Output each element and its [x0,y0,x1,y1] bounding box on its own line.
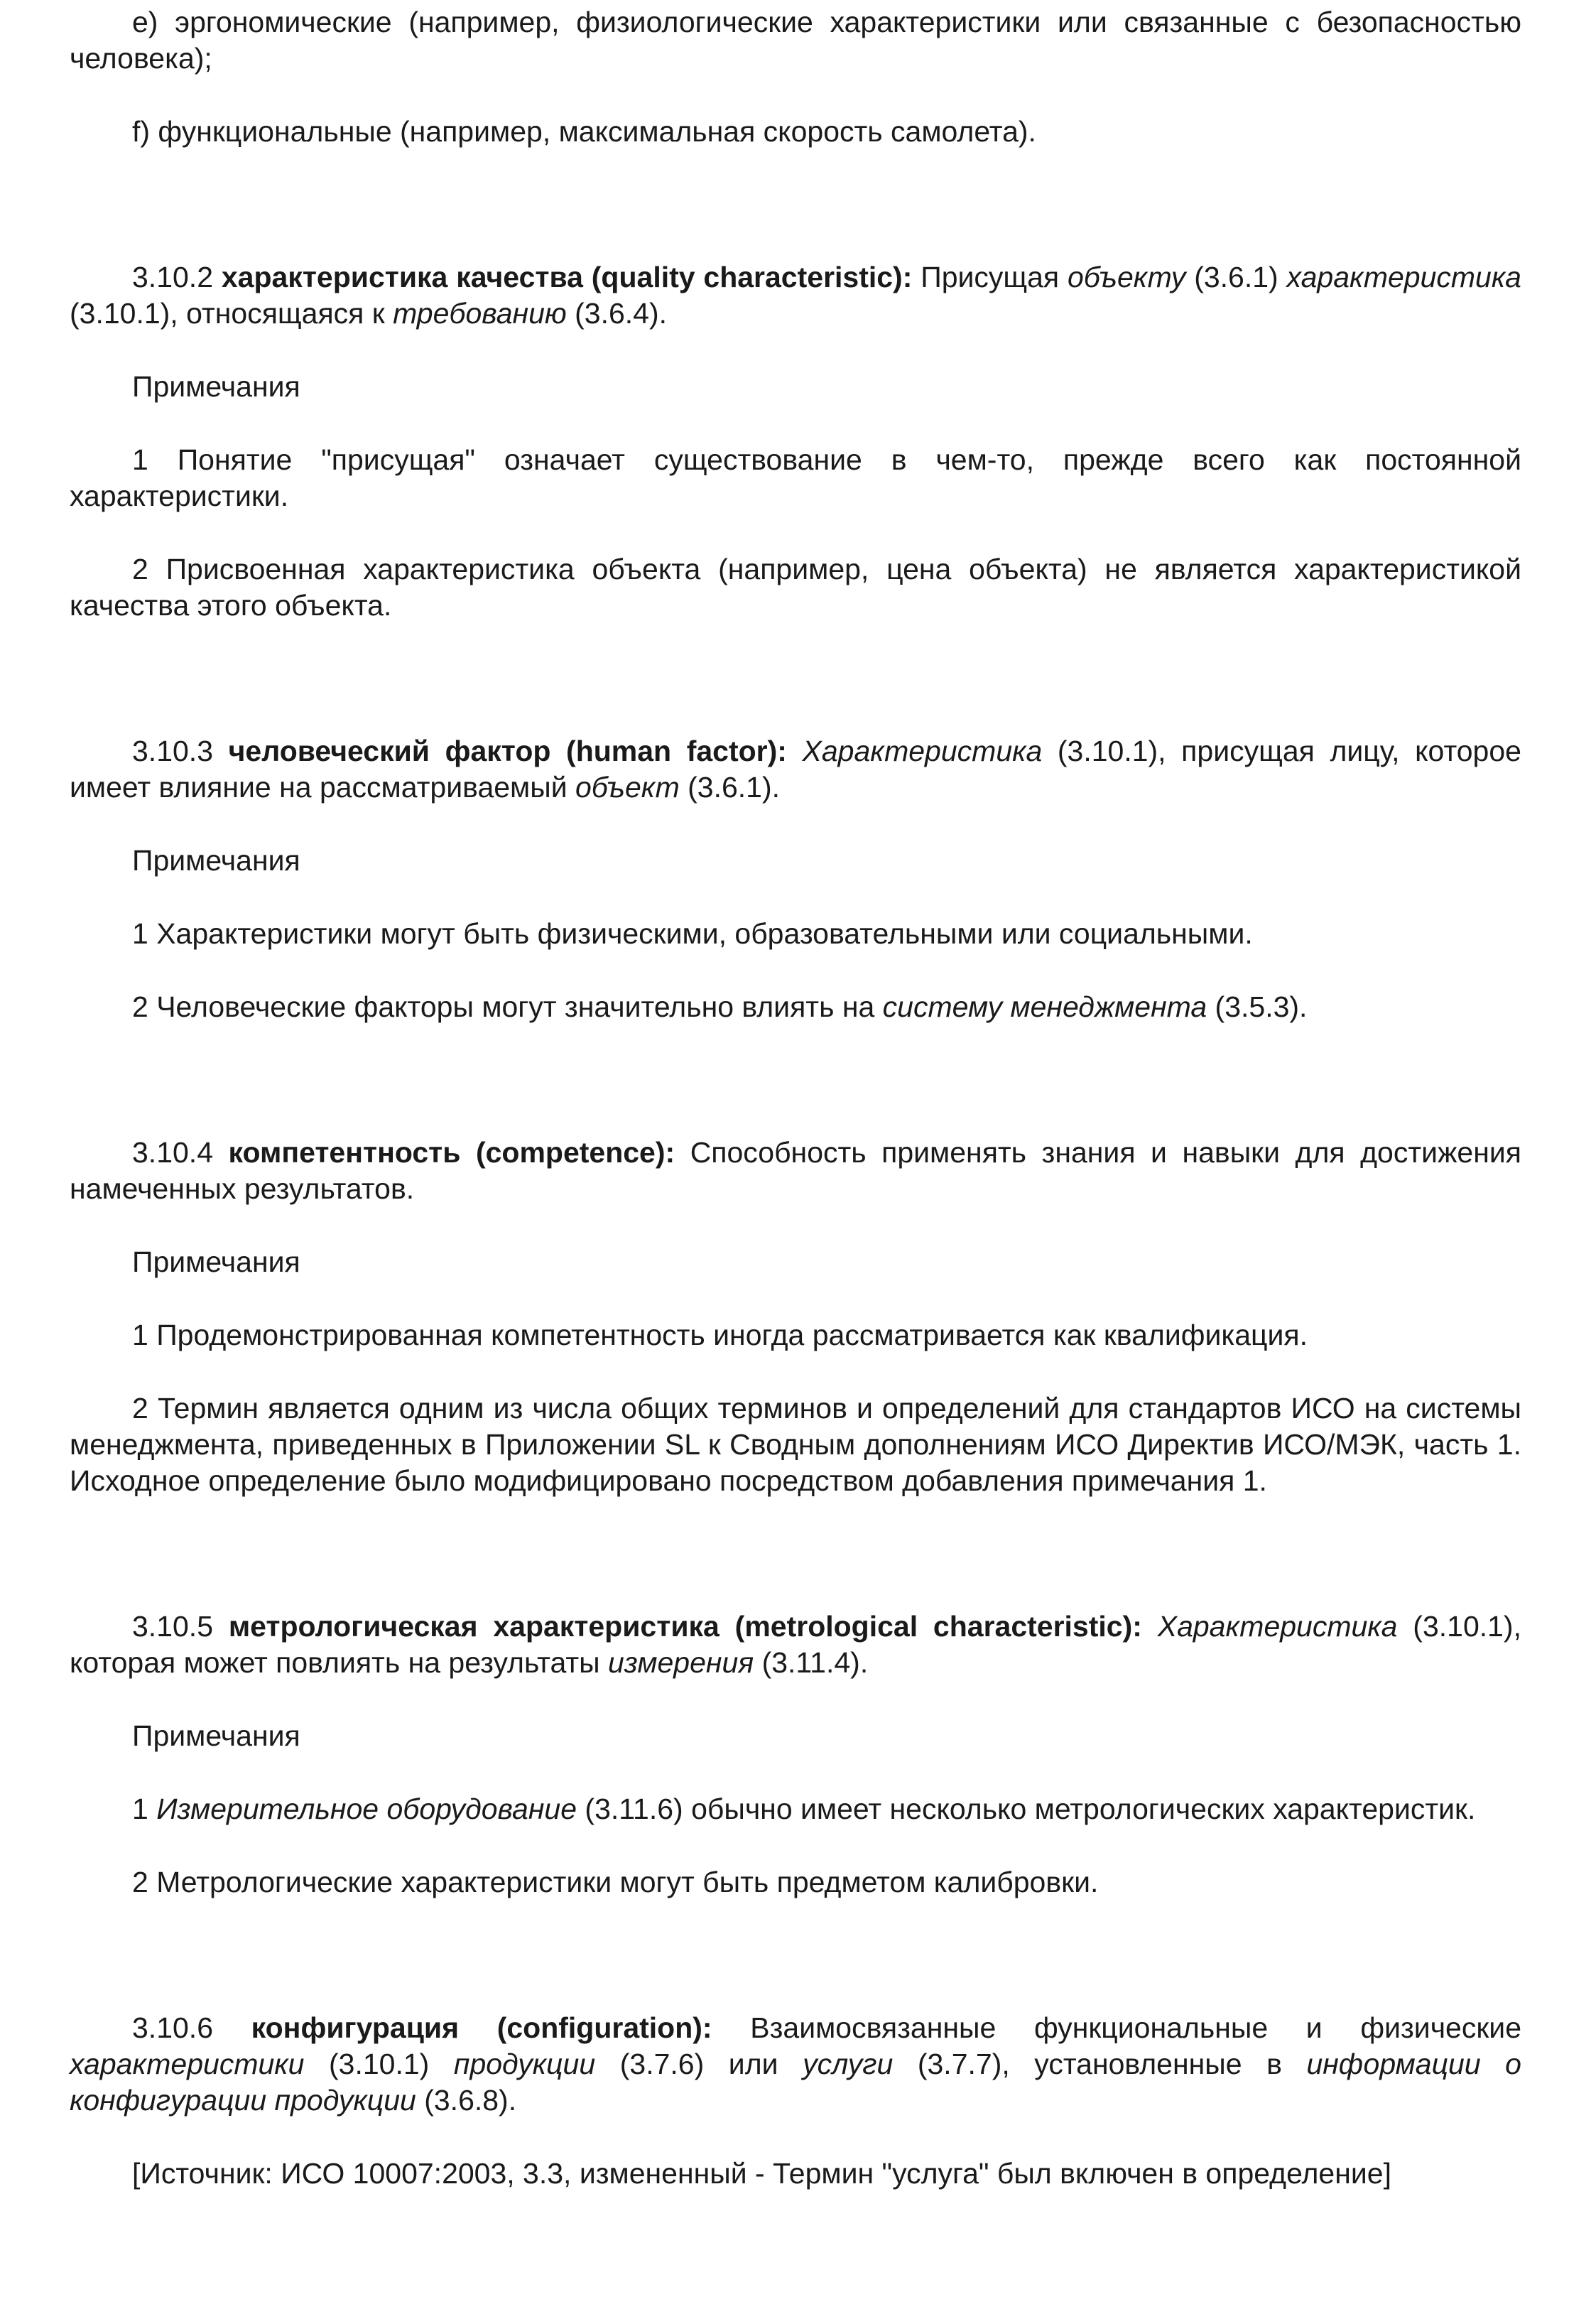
term-entry [70,1135,1521,1499]
definition-text: Присущая [912,261,1068,293]
definition-text: (3.10.1), присущая лицу, которое имеет влияние на рассматриваемый [70,735,1521,804]
term-definition [70,1609,1521,1681]
term-reference: Характеристика [802,735,1043,767]
source-note: [Источник: ИСО 10007:2003, 3.3, измененный - Термин "услуга" был включен в определение] [132,2157,1391,2190]
definition-text: Взаимосвязанные функциональные и физические [712,2011,1521,2044]
term-number: 3.10.2 [132,261,222,293]
list-item-e: e) эргономические (например, физиологические характеристики или связанные с безопасностью человека); [70,6,1521,75]
note-item [70,1864,1521,1901]
term-entry [70,733,1521,1025]
note-item [70,551,1521,624]
term-reference: информации о конфигурации продукции [70,2048,1521,2117]
term-entry [70,259,1521,624]
term-reference: услуги [803,2048,894,2080]
note-text: 2 Термин является одним из числа общих терминов и определений для стандартов ИСО на системы менеджмента, приведенных в Приложении SL к Сводным дополнениям ИСО Директив ИСО/МЭК, часть 1. Исходное определение было модифицировано посредством добавления примечания 1. [70,1392,1521,1497]
note-text: 1 Понятие "присущая" означает существование в чем-то, прежде всего как постоянной характеристики. [70,443,1521,512]
terms-section [70,259,1521,2192]
notes-heading: Примечания [132,1245,300,1278]
term-reference: требованию [393,297,567,330]
definition-text: Способность применять знания и навыки для достижения намеченных результатов. [70,1136,1521,1205]
term-reference: характеристика [1286,261,1521,293]
list-item-f: f) функциональные (например, максимальная скорость самолета). [132,115,1036,148]
note-text: 1 [132,1793,157,1825]
term-title: человеческий фактор (human factor): [228,735,787,767]
term-number: 3.10.6 [132,2011,251,2044]
notes-heading: Примечания [132,370,300,403]
definition-text: (3.11.4). [754,1646,869,1679]
note-item [70,916,1521,952]
note-text: 2 Присвоенная характеристика объекта (например, цена объекта) не является характеристикой качества этого объекта. [70,553,1521,622]
note-text: 2 Человеческие факторы могут значительно влиять на [132,990,883,1023]
term-title: метрологическая характеристика (metrological characteristic): [228,1610,1142,1643]
definition-text: (3.7.7), установленные в [893,2048,1307,2080]
term-number: 3.10.5 [132,1610,229,1643]
notes-heading: Примечания [132,844,300,877]
term-number: 3.10.3 [132,735,229,767]
term-definition [70,733,1521,806]
term-definition [70,2010,1521,2119]
note-item [70,442,1521,514]
definition-text [787,735,803,767]
definition-text: (3.7.6) или [595,2048,803,2080]
term-entry [70,1609,1521,1901]
note-text: 2 Метрологические характеристики могут быть предметом калибровки. [132,1866,1099,1898]
notes-heading: Примечания [132,1719,300,1752]
term-reference: измерения [608,1646,754,1679]
definition-text: (3.10.1), относящаяся к [70,297,393,330]
definition-text [1142,1610,1158,1643]
term-reference: объект [575,771,680,804]
definition-text: (3.10.1), которая может повлиять на результаты [70,1610,1521,1679]
note-item [70,1390,1521,1499]
definition-text: (3.6.1) [1185,261,1287,293]
term-title: компетентность (competence): [228,1136,675,1169]
term-title: характеристика качества (quality characteristic): [221,261,913,293]
note-item [70,1791,1521,1827]
term-reference: характеристики [70,2048,305,2080]
term-reference: Измерительное оборудование [156,1793,577,1825]
term-definition [70,1135,1521,1207]
definition-text: (3.6.8). [416,2084,517,2117]
note-text: 1 Продемонстрированная компетентность иногда рассматривается как квалификация. [132,1319,1308,1351]
note-text: (3.5.3). [1207,990,1308,1023]
term-reference: объекту [1068,261,1186,293]
note-item [70,989,1521,1025]
term-entry [70,2010,1521,2192]
note-item [70,1317,1521,1353]
term-definition [70,259,1521,332]
note-text: 1 Характеристики могут быть физическими, образовательными или социальными. [132,917,1253,950]
term-reference: систему менеджмента [882,990,1207,1023]
definition-text: (3.10.1) [304,2048,454,2080]
term-title: конфигурация (configuration): [251,2011,712,2044]
term-number: 3.10.4 [132,1136,229,1169]
term-reference: Характеристика [1157,1610,1398,1643]
note-text: (3.11.6) обычно имеет несколько метрологических характеристик. [577,1793,1476,1825]
definition-text: (3.6.1). [679,771,781,804]
definition-text: (3.6.4). [566,297,668,330]
term-reference: продукции [453,2048,596,2080]
